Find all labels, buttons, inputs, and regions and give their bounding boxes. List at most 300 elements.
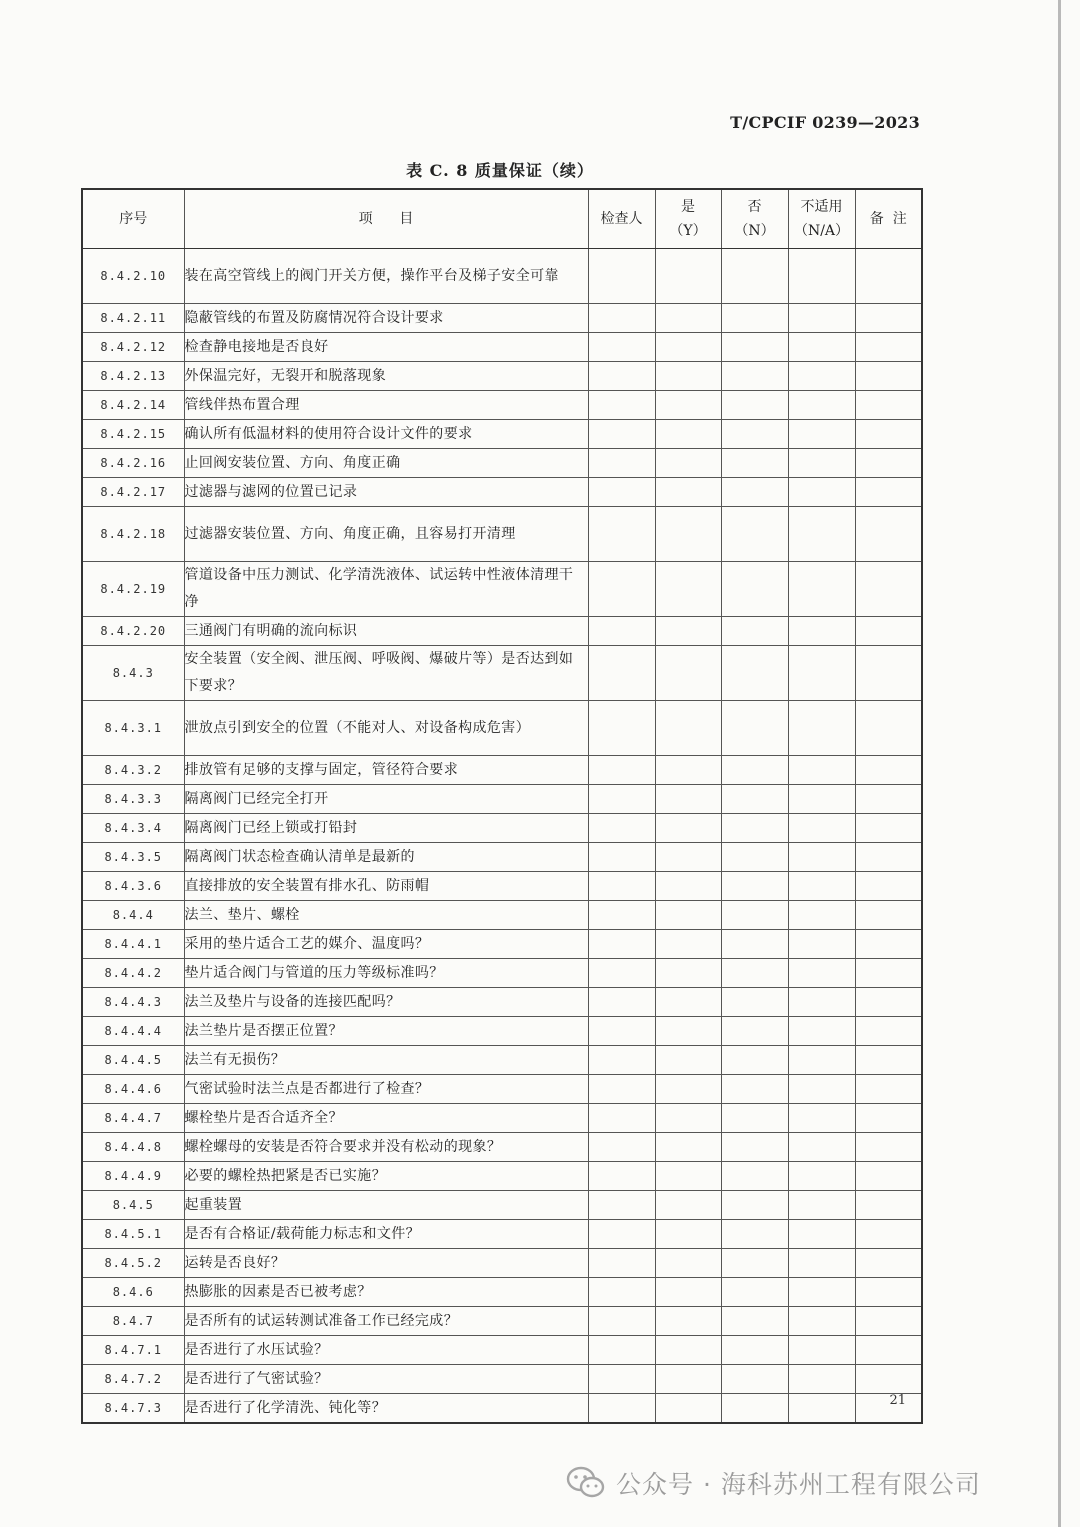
row-item: 是否有合格证/载荷能力标志和文件？ — [184, 1220, 588, 1249]
inspector-cell[interactable] — [588, 1307, 655, 1336]
table-row — [82, 1017, 922, 1046]
na-cell[interactable] — [788, 701, 855, 756]
inspector-cell[interactable] — [588, 785, 655, 814]
na-cell[interactable] — [788, 1133, 855, 1162]
yes-cell[interactable] — [655, 872, 721, 901]
yes-cell[interactable] — [655, 1365, 721, 1394]
table-body — [82, 249, 922, 1424]
row-item: 是否进行了水压试验？ — [184, 1336, 588, 1365]
col-header-yes-sub: （Y） — [669, 223, 707, 239]
row-number: 8.4.4.2 — [82, 959, 184, 988]
na-cell[interactable] — [788, 1307, 855, 1336]
inspector-cell[interactable] — [588, 814, 655, 843]
inspector-cell[interactable] — [588, 988, 655, 1017]
table-row — [82, 1249, 922, 1278]
inspector-cell[interactable] — [588, 1133, 655, 1162]
remark-cell[interactable] — [855, 1133, 922, 1162]
row-item: 过滤器安装位置、方向、角度正确，且容易打开清理 — [184, 507, 588, 562]
yes-cell[interactable] — [655, 617, 721, 646]
na-cell[interactable] — [788, 646, 855, 701]
row-number: 8.4.4.9 — [82, 1162, 184, 1191]
row-item: 安全装置（安全阀、泄压阀、呼吸阀、爆破片等）是否达到如下要求？ — [184, 646, 588, 701]
table-row — [82, 1278, 922, 1307]
remark-cell[interactable] — [855, 930, 922, 959]
row-number: 8.4.2.16 — [82, 449, 184, 478]
row-number: 8.4.2.10 — [82, 249, 184, 304]
na-cell[interactable] — [788, 901, 855, 930]
table-row — [82, 507, 922, 562]
no-cell[interactable] — [721, 1394, 788, 1424]
na-cell[interactable] — [788, 1249, 855, 1278]
row-item: 检查静电接地是否良好 — [184, 333, 588, 362]
scan-edge — [1058, 0, 1061, 1527]
no-cell[interactable] — [721, 1365, 788, 1394]
no-cell[interactable] — [721, 304, 788, 333]
remark-cell[interactable] — [855, 646, 922, 701]
row-item: 是否进行了气密试验？ — [184, 1365, 588, 1394]
yes-cell[interactable] — [655, 1104, 721, 1133]
yes-cell[interactable] — [655, 478, 721, 507]
yes-cell[interactable] — [655, 304, 721, 333]
remark-cell[interactable] — [855, 617, 922, 646]
inspector-cell[interactable] — [588, 646, 655, 701]
remark-cell[interactable] — [855, 785, 922, 814]
no-cell[interactable] — [721, 1075, 788, 1104]
inspector-cell[interactable] — [588, 872, 655, 901]
remark-cell[interactable] — [855, 1249, 922, 1278]
yes-cell[interactable] — [655, 1017, 721, 1046]
inspector-cell[interactable] — [588, 449, 655, 478]
row-number: 8.4.2.15 — [82, 420, 184, 449]
inspector-cell[interactable] — [588, 1365, 655, 1394]
row-number: 8.4.2.12 — [82, 333, 184, 362]
na-cell[interactable] — [788, 362, 855, 391]
remark-cell[interactable] — [855, 1017, 922, 1046]
row-number: 8.4.7.1 — [82, 1336, 184, 1365]
inspector-cell[interactable] — [588, 562, 655, 617]
table-row — [82, 646, 922, 701]
row-item: 三通阀门有明确的流向标识 — [184, 617, 588, 646]
table-row — [82, 872, 922, 901]
inspector-cell[interactable] — [588, 617, 655, 646]
row-number: 8.4.2.14 — [82, 391, 184, 420]
na-cell[interactable] — [788, 420, 855, 449]
no-cell[interactable] — [721, 1133, 788, 1162]
yes-cell[interactable] — [655, 1394, 721, 1424]
inspector-cell[interactable] — [588, 249, 655, 304]
na-cell[interactable] — [788, 333, 855, 362]
no-cell[interactable] — [721, 1191, 788, 1220]
na-cell[interactable] — [788, 1104, 855, 1133]
wechat-icon — [566, 1466, 606, 1500]
no-cell[interactable] — [721, 756, 788, 785]
page-number: 21 — [889, 1393, 906, 1408]
inspector-cell[interactable] — [588, 507, 655, 562]
remark-cell[interactable] — [855, 756, 922, 785]
row-item: 外保温完好，无裂开和脱落现象 — [184, 362, 588, 391]
remark-cell[interactable] — [855, 701, 922, 756]
table-row — [82, 1162, 922, 1191]
table-row — [82, 756, 922, 785]
row-number: 8.4.7 — [82, 1307, 184, 1336]
inspector-cell[interactable] — [588, 1075, 655, 1104]
remark-cell[interactable] — [855, 872, 922, 901]
na-cell[interactable] — [788, 930, 855, 959]
row-number: 8.4.7.2 — [82, 1365, 184, 1394]
no-cell[interactable] — [721, 1104, 788, 1133]
inspector-cell[interactable] — [588, 1162, 655, 1191]
na-cell[interactable] — [788, 1017, 855, 1046]
na-cell[interactable] — [788, 1162, 855, 1191]
row-item: 隔离阀门状态检查确认清单是最新的 — [184, 843, 588, 872]
table-row — [82, 701, 922, 756]
row-item: 法兰、垫片、螺栓 — [184, 901, 588, 930]
table-row — [82, 420, 922, 449]
row-number: 8.4.4.3 — [82, 988, 184, 1017]
na-cell[interactable] — [788, 1191, 855, 1220]
row-item: 起重装置 — [184, 1191, 588, 1220]
no-cell[interactable] — [721, 617, 788, 646]
remark-cell[interactable] — [855, 562, 922, 617]
remark-cell[interactable] — [855, 1278, 922, 1307]
watermark-text: 公众号 · 海科苏州工程有限公司 — [616, 1470, 981, 1499]
table-row — [82, 814, 922, 843]
yes-cell[interactable] — [655, 1046, 721, 1075]
table-row — [82, 1365, 922, 1394]
row-item: 隐蔽管线的布置及防腐情况符合设计要求 — [184, 304, 588, 333]
remark-cell[interactable] — [855, 1336, 922, 1365]
remark-cell[interactable] — [855, 1046, 922, 1075]
inspector-cell[interactable] — [588, 1249, 655, 1278]
no-cell[interactable] — [721, 449, 788, 478]
row-item: 热膨胀的因素是否已被考虑？ — [184, 1278, 588, 1307]
row-number: 8.4.2.19 — [82, 562, 184, 617]
na-cell[interactable] — [788, 617, 855, 646]
no-cell[interactable] — [721, 1307, 788, 1336]
row-number: 8.4.3.4 — [82, 814, 184, 843]
table-row — [82, 1046, 922, 1075]
no-cell[interactable] — [721, 1017, 788, 1046]
table-row — [82, 959, 922, 988]
row-number: 8.4.7.3 — [82, 1394, 184, 1424]
table-row — [82, 333, 922, 362]
no-cell[interactable] — [721, 249, 788, 304]
col-header-item: 项 目 — [184, 189, 588, 249]
inspector-cell[interactable] — [588, 304, 655, 333]
yes-cell[interactable] — [655, 930, 721, 959]
no-cell[interactable] — [721, 391, 788, 420]
row-number: 8.4.5.2 — [82, 1249, 184, 1278]
row-number: 8.4.2.17 — [82, 478, 184, 507]
remark-cell[interactable] — [855, 478, 922, 507]
row-item: 法兰及垫片与设备的连接匹配吗？ — [184, 988, 588, 1017]
yes-cell[interactable] — [655, 1133, 721, 1162]
na-cell[interactable] — [788, 449, 855, 478]
row-item: 止回阀安装位置、方向、角度正确 — [184, 449, 588, 478]
quality-assurance-table — [81, 188, 923, 1424]
remark-cell[interactable] — [855, 362, 922, 391]
yes-cell[interactable] — [655, 333, 721, 362]
no-cell[interactable] — [721, 646, 788, 701]
table-row — [82, 1394, 922, 1424]
table-row — [82, 1133, 922, 1162]
table-row — [82, 930, 922, 959]
no-cell[interactable] — [721, 362, 788, 391]
yes-cell[interactable] — [655, 391, 721, 420]
na-cell[interactable] — [788, 1046, 855, 1075]
no-cell[interactable] — [721, 507, 788, 562]
remark-cell[interactable] — [855, 1104, 922, 1133]
row-item: 采用的垫片适合工艺的媒介、温度吗？ — [184, 930, 588, 959]
no-cell[interactable] — [721, 420, 788, 449]
table-row — [82, 1220, 922, 1249]
row-number: 8.4.4.4 — [82, 1017, 184, 1046]
na-cell[interactable] — [788, 562, 855, 617]
table-title: 表 C. 8 质量保证（续） — [406, 161, 594, 180]
table-row — [82, 304, 922, 333]
row-number: 8.4.3.3 — [82, 785, 184, 814]
row-item: 装在高空管线上的阀门开关方便，操作平台及梯子安全可靠 — [184, 249, 588, 304]
yes-cell[interactable] — [655, 785, 721, 814]
inspector-cell[interactable] — [588, 391, 655, 420]
remark-cell[interactable] — [855, 901, 922, 930]
remark-cell[interactable] — [855, 843, 922, 872]
na-cell[interactable] — [788, 304, 855, 333]
row-number: 8.4.4.6 — [82, 1075, 184, 1104]
na-cell[interactable] — [788, 1220, 855, 1249]
remark-cell[interactable] — [855, 814, 922, 843]
row-item: 管线伴热布置合理 — [184, 391, 588, 420]
remark-cell[interactable] — [855, 420, 922, 449]
inspector-cell[interactable] — [588, 701, 655, 756]
remark-cell[interactable] — [855, 304, 922, 333]
row-item: 气密试验时法兰点是否都进行了检查？ — [184, 1075, 588, 1104]
remark-cell[interactable] — [855, 249, 922, 304]
no-cell[interactable] — [721, 1162, 788, 1191]
yes-cell[interactable] — [655, 959, 721, 988]
row-number: 8.4.2.11 — [82, 304, 184, 333]
yes-cell[interactable] — [655, 646, 721, 701]
yes-cell[interactable] — [655, 562, 721, 617]
na-cell[interactable] — [788, 249, 855, 304]
table-row — [82, 1104, 922, 1133]
col-header-na — [788, 189, 855, 249]
col-header-remark: 备 注 — [855, 189, 922, 249]
row-number: 8.4.5 — [82, 1191, 184, 1220]
row-number: 8.4.4.1 — [82, 930, 184, 959]
yes-cell[interactable] — [655, 843, 721, 872]
yes-cell[interactable] — [655, 1220, 721, 1249]
no-cell[interactable] — [721, 843, 788, 872]
na-cell[interactable] — [788, 1336, 855, 1365]
no-cell[interactable] — [721, 785, 788, 814]
remark-cell[interactable] — [855, 507, 922, 562]
table-row — [82, 562, 922, 617]
row-item: 确认所有低温材料的使用符合设计文件的要求 — [184, 420, 588, 449]
col-header-yes-label: 是 — [681, 199, 695, 215]
row-number: 8.4.2.18 — [82, 507, 184, 562]
inspector-cell[interactable] — [588, 420, 655, 449]
inspector-cell[interactable] — [588, 1394, 655, 1424]
inspector-cell[interactable] — [588, 959, 655, 988]
yes-cell[interactable] — [655, 1278, 721, 1307]
remark-cell[interactable] — [855, 333, 922, 362]
remark-cell[interactable] — [855, 1307, 922, 1336]
table-row — [82, 1075, 922, 1104]
na-cell[interactable] — [788, 785, 855, 814]
no-cell[interactable] — [721, 1046, 788, 1075]
remark-cell[interactable] — [855, 391, 922, 420]
no-cell[interactable] — [721, 562, 788, 617]
yes-cell[interactable] — [655, 988, 721, 1017]
row-item: 管道设备中压力测试、化学清洗液体、试运转中性液体清理干净 — [184, 562, 588, 617]
na-cell[interactable] — [788, 1278, 855, 1307]
yes-cell[interactable] — [655, 1162, 721, 1191]
no-cell[interactable] — [721, 1249, 788, 1278]
yes-cell[interactable] — [655, 1191, 721, 1220]
na-cell[interactable] — [788, 1394, 855, 1424]
remark-cell[interactable] — [855, 1075, 922, 1104]
row-number: 8.4.3.2 — [82, 756, 184, 785]
table-row — [82, 901, 922, 930]
inspector-cell[interactable] — [588, 1017, 655, 1046]
remark-cell[interactable] — [855, 988, 922, 1017]
table-row — [82, 249, 922, 304]
na-cell[interactable] — [788, 959, 855, 988]
row-item: 螺栓垫片是否合适齐全？ — [184, 1104, 588, 1133]
na-cell[interactable] — [788, 988, 855, 1017]
remark-cell[interactable] — [855, 959, 922, 988]
na-cell[interactable] — [788, 1365, 855, 1394]
row-number: 8.4.6 — [82, 1278, 184, 1307]
yes-cell[interactable] — [655, 756, 721, 785]
yes-cell[interactable] — [655, 814, 721, 843]
col-header-na-sub: （N/A） — [793, 223, 850, 239]
no-cell[interactable] — [721, 814, 788, 843]
remark-cell[interactable] — [855, 1191, 922, 1220]
no-cell[interactable] — [721, 872, 788, 901]
remark-cell[interactable] — [855, 1220, 922, 1249]
yes-cell[interactable] — [655, 449, 721, 478]
table-row — [82, 1307, 922, 1336]
watermark — [566, 1462, 981, 1504]
row-item: 法兰垫片是否摆正位置？ — [184, 1017, 588, 1046]
na-cell[interactable] — [788, 507, 855, 562]
row-number: 8.4.3.6 — [82, 872, 184, 901]
row-number: 8.4.4 — [82, 901, 184, 930]
yes-cell[interactable] — [655, 507, 721, 562]
inspector-cell[interactable] — [588, 1104, 655, 1133]
no-cell[interactable] — [721, 1220, 788, 1249]
row-item: 过滤器与滤网的位置已记录 — [184, 478, 588, 507]
no-cell[interactable] — [721, 901, 788, 930]
table-row — [82, 785, 922, 814]
row-number: 8.4.4.5 — [82, 1046, 184, 1075]
table-row — [82, 391, 922, 420]
table-row — [82, 1336, 922, 1365]
no-cell[interactable] — [721, 333, 788, 362]
table-row — [82, 362, 922, 391]
col-header-no-label: 否 — [747, 199, 762, 215]
inspector-cell[interactable] — [588, 843, 655, 872]
inspector-cell[interactable] — [588, 333, 655, 362]
inspector-cell[interactable] — [588, 930, 655, 959]
no-cell[interactable] — [721, 930, 788, 959]
remark-cell[interactable] — [855, 1162, 922, 1191]
no-cell[interactable] — [721, 1336, 788, 1365]
table-row — [82, 988, 922, 1017]
col-header-no-answer — [721, 189, 788, 249]
inspector-cell[interactable] — [588, 1191, 655, 1220]
row-item: 隔离阀门已经完全打开 — [184, 785, 588, 814]
yes-cell[interactable] — [655, 901, 721, 930]
table-row — [82, 617, 922, 646]
yes-cell[interactable] — [655, 1249, 721, 1278]
col-header-no-sub: （N） — [734, 223, 775, 239]
no-cell[interactable] — [721, 988, 788, 1017]
table-header-row — [82, 189, 922, 249]
col-header-yes — [655, 189, 721, 249]
na-cell[interactable] — [788, 872, 855, 901]
row-item: 运转是否良好？ — [184, 1249, 588, 1278]
remark-cell[interactable] — [855, 449, 922, 478]
no-cell[interactable] — [721, 959, 788, 988]
no-cell[interactable] — [721, 478, 788, 507]
row-item: 泄放点引到安全的位置（不能对人、对设备构成危害） — [184, 701, 588, 756]
yes-cell[interactable] — [655, 1336, 721, 1365]
row-item: 是否进行了化学清洗、钝化等？ — [184, 1394, 588, 1424]
table-row — [82, 1191, 922, 1220]
yes-cell[interactable] — [655, 362, 721, 391]
inspector-cell[interactable] — [588, 1278, 655, 1307]
row-item: 是否所有的试运转测试准备工作已经完成？ — [184, 1307, 588, 1336]
col-header-no: 序号 — [82, 189, 184, 249]
na-cell[interactable] — [788, 1075, 855, 1104]
row-number: 8.4.4.8 — [82, 1133, 184, 1162]
inspector-cell[interactable] — [588, 901, 655, 930]
na-cell[interactable] — [788, 843, 855, 872]
row-item: 垫片适合阀门与管道的压力等级标准吗？ — [184, 959, 588, 988]
row-number: 8.4.5.1 — [82, 1220, 184, 1249]
na-cell[interactable] — [788, 478, 855, 507]
table-row — [82, 478, 922, 507]
na-cell[interactable] — [788, 391, 855, 420]
inspector-cell[interactable] — [588, 1046, 655, 1075]
row-number: 8.4.3.5 — [82, 843, 184, 872]
row-item: 螺栓螺母的安装是否符合要求并没有松动的现象？ — [184, 1133, 588, 1162]
row-item: 法兰有无损伤？ — [184, 1046, 588, 1075]
yes-cell[interactable] — [655, 420, 721, 449]
inspector-cell[interactable] — [588, 1220, 655, 1249]
no-cell[interactable] — [721, 701, 788, 756]
table-row — [82, 449, 922, 478]
inspector-cell[interactable] — [588, 756, 655, 785]
row-item: 必要的螺栓热把紧是否已实施？ — [184, 1162, 588, 1191]
row-number: 8.4.3.1 — [82, 701, 184, 756]
remark-cell[interactable] — [855, 1365, 922, 1394]
document-code: T/CPCIF 0239—2023 — [730, 113, 920, 132]
yes-cell[interactable] — [655, 1307, 721, 1336]
no-cell[interactable] — [721, 1278, 788, 1307]
yes-cell[interactable] — [655, 701, 721, 756]
inspector-cell[interactable] — [588, 1336, 655, 1365]
na-cell[interactable] — [788, 814, 855, 843]
inspector-cell[interactable] — [588, 362, 655, 391]
yes-cell[interactable] — [655, 249, 721, 304]
na-cell[interactable] — [788, 756, 855, 785]
yes-cell[interactable] — [655, 1075, 721, 1104]
inspector-cell[interactable] — [588, 478, 655, 507]
